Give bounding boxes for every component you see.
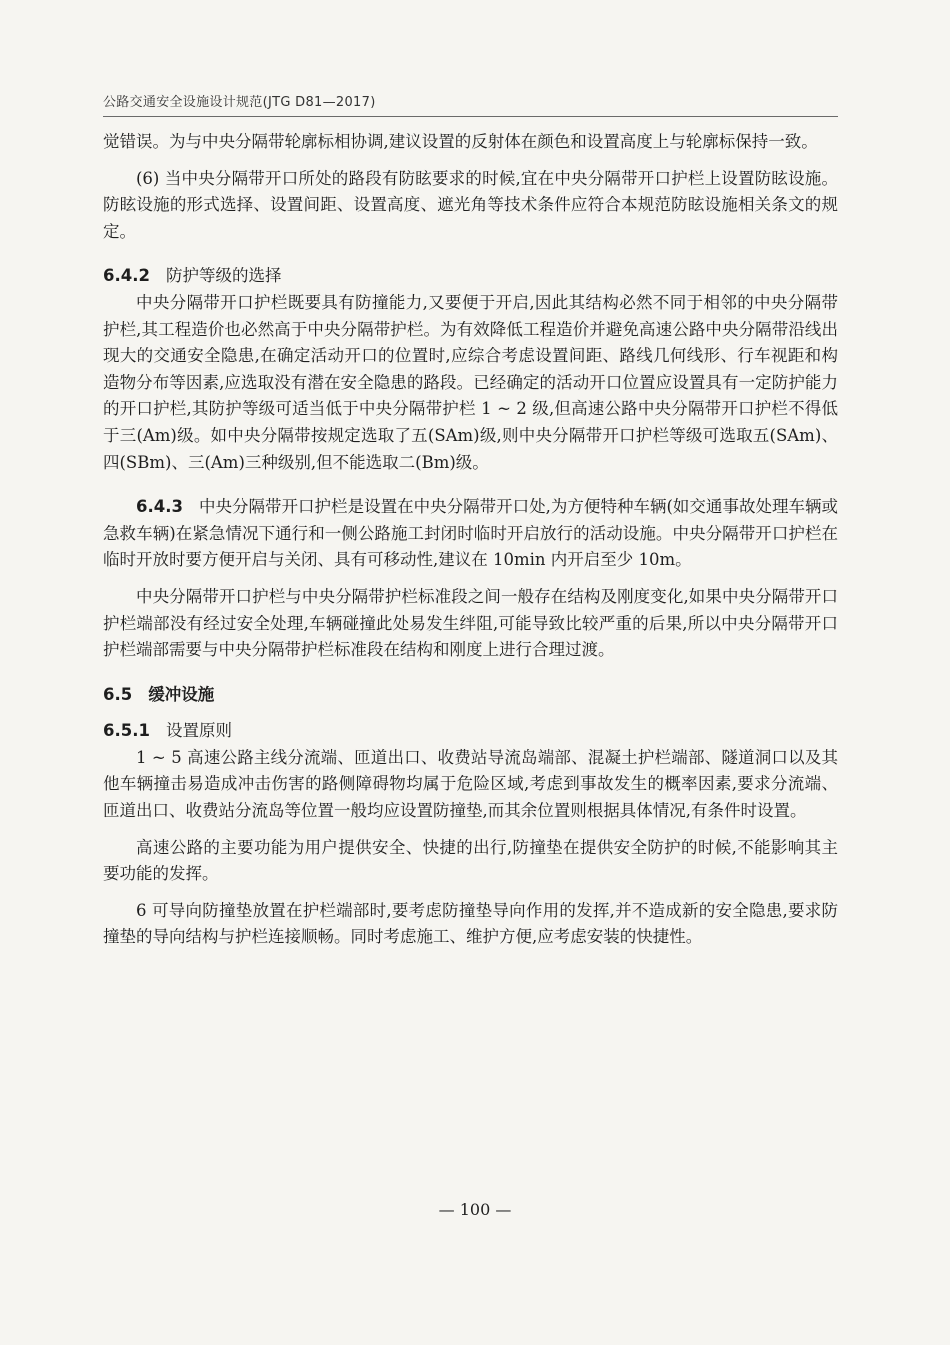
section-title: 防护等级的选择 — [165, 266, 282, 286]
paragraph-continued: 觉错误。为与中央分隔带轮廓标相协调,建议设置的反射体在颜色和设置高度上与轮廓标保持一致。 — [103, 132, 818, 151]
page-number: — 100 — — [438, 1200, 512, 1219]
section-number: 6.4.2 — [103, 266, 150, 286]
paragraph-text: 中央分隔带开口护栏是设置在中央分隔带开口处,为方便特种车辆(如交通事故处理车辆或急救车辆)在紧急情况下通行和一侧公路施工封闭时临时开启放行的活动设施。中央分隔带开口护栏在临时开放时要方便开启与关闭、具有可移动性,建议在 10min 内开启至少 10m。 — [103, 497, 838, 570]
paragraph-items-1-5: 1 ~ 5 高速公路主线分流端、匝道出口、收费站导流岛端部、混凝土护栏端部、隧道洞口以及其他车辆撞击易造成冲击伤害的路侧障碍物均属于危险区域,考虑到事故发生的概率因素,要求分流端、匝道出口、收费站分流岛等位置一般均应设置防撞垫,而其余位置则根据具体情况,有条件时设置。 — [103, 747, 838, 821]
section-heading-6-5-1 — [103, 718, 838, 745]
paragraph-transition: 中央分隔带开口护栏与中央分隔带护栏标准段之间一般存在结构及刚度变化,如果中央分隔带开口护栏端部没有经过安全处理,车辆碰撞此处易发生绊阻,可能导致比较严重的后果,所以中央分隔带开口护栏端部需要与中央分隔带护栏标准段在结构和刚度上进行合理过渡。 — [103, 586, 838, 660]
section-number: 6.5.1 — [103, 721, 150, 741]
paragraph-item-6-guide: 6 可导向防撞垫放置在护栏端部时,要考虑防撞垫导向作用的发挥,并不造成新的安全隐患,要求防撞垫的导向结构与护栏连接顺畅。同时考虑施工、维护方便,应考虑安装的快捷性。 — [103, 900, 838, 947]
paragraph-protection-level: 中央分隔带开口护栏既要具有防撞能力,又要便于开启,因此其结构必然不同于相邻的中央分隔带护栏,其工程造价也必然高于中央分隔带护栏。为有效降低工程造价并避免高速公路中央分隔带沿线出现大的交通安全隐患,在确定活动开口的位置时,应综合考虑设置间距、路线几何线形、行车视距和构造物分布等因素,应选取没有潜在安全隐患的路段。已经确定的活动开口位置应设置具有一定防护能力的开口护栏,其防护等级可适当低于中央分隔带护栏 1 ~ 2 级,但高速公路中央分隔带开口护栏不得低于三(Am)级。如中央分隔带按规定选取了五(SAm)级,则中央分隔带开口护栏等级可选取五(SAm)、四(SBm)、三(Am)三种级别,但不能选取二(Bm)级。 — [103, 292, 838, 472]
running-header: 公路交通安全设施设计规范(JTG D81—2017) — [103, 91, 838, 117]
section-number: 6.5 — [103, 684, 133, 704]
section-title: 缓冲设施 — [148, 684, 215, 704]
section-number: 6.4.3 — [136, 497, 183, 517]
section-title: 设置原则 — [165, 721, 232, 741]
paragraph-function: 高速公路的主要功能为用户提供安全、快捷的出行,防撞垫在提供安全防护的时候,不能影响其主要功能的发挥。 — [103, 837, 838, 884]
page-body — [103, 129, 838, 951]
section-heading-6-4-2 — [103, 263, 838, 290]
section-heading-6-5 — [103, 682, 838, 709]
paragraph-6-4-3 — [103, 494, 838, 574]
paragraph-item-6: (6) 当中央分隔带开口所处的路段有防眩要求的时候,宜在中央分隔带开口护栏上设置防眩设施。防眩设施的形式选择、设置间距、设置高度、遮光角等技术条件应符合本规范防眩设施相关条文的规定。 — [103, 168, 838, 241]
